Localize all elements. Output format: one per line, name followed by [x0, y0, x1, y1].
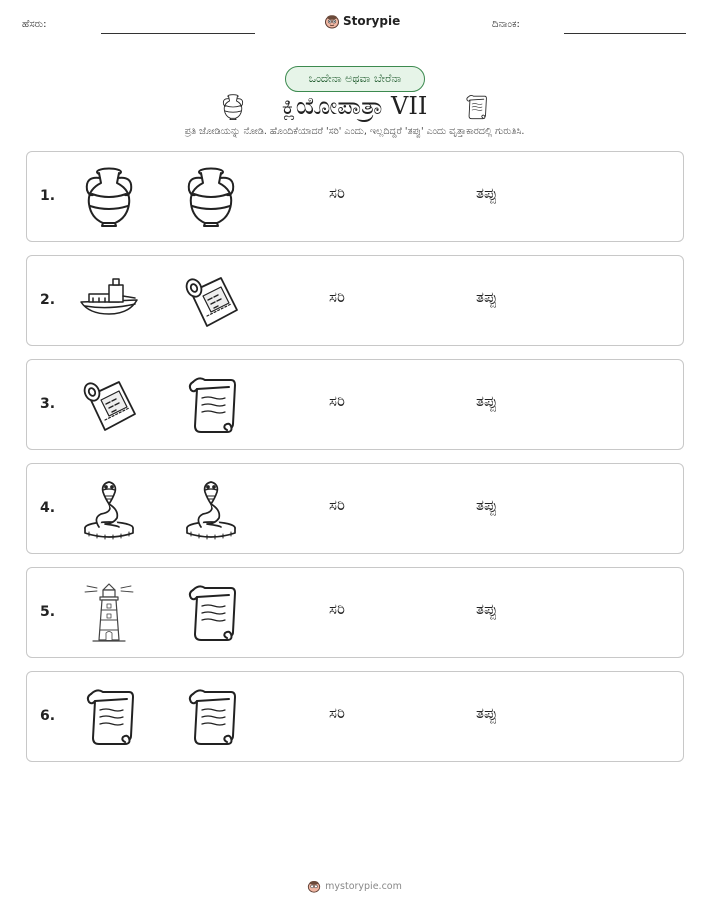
- pair-card: [26, 671, 684, 762]
- answer-same-option[interactable]: ಸರಿ: [329, 600, 345, 618]
- answer-same-option[interactable]: ಸರಿ: [329, 392, 345, 410]
- cobra-icon: [79, 478, 139, 540]
- answer-different-option[interactable]: ತಪ್ಪು: [476, 184, 498, 202]
- scroll-icon: [79, 686, 139, 748]
- pair-number: 3.: [40, 396, 56, 412]
- brand-name: Storypie: [343, 14, 401, 28]
- date-label: ದಿನಾಂಕ:: [492, 19, 520, 30]
- answer-different-option[interactable]: ತಪ್ಪು: [476, 704, 498, 722]
- answer-different-option[interactable]: ತಪ್ಪು: [476, 288, 498, 306]
- pair-card: [26, 359, 684, 450]
- amphora-icon: [181, 166, 241, 228]
- papyrus-icon: [79, 374, 139, 436]
- cobra-icon: [181, 478, 241, 540]
- scroll-icon: [463, 92, 489, 122]
- pair-number: 2.: [40, 292, 56, 308]
- pair-number: 5.: [40, 604, 56, 620]
- amphora-icon: [79, 166, 139, 228]
- scroll-icon: [181, 582, 241, 644]
- name-line[interactable]: [101, 33, 255, 34]
- pair-card: [26, 151, 684, 242]
- scroll-icon: [181, 374, 241, 436]
- storypie-mascot-icon: [324, 13, 340, 29]
- brand-logo: [324, 13, 400, 29]
- papyrus-icon: [181, 270, 241, 332]
- pair-number: 6.: [40, 708, 56, 724]
- pair-card: [26, 463, 684, 554]
- activity-badge: ಒಂದೇನಾ ಅಥವಾ ಬೇರೆನಾ: [285, 66, 425, 92]
- pair-number: 4.: [40, 500, 56, 516]
- boat-icon: [79, 270, 139, 332]
- answer-different-option[interactable]: ತಪ್ಪು: [476, 600, 498, 618]
- lighthouse-icon: [79, 582, 139, 644]
- name-label: ಹೆಸರು:: [22, 19, 47, 30]
- pair-card: [26, 567, 684, 658]
- footer-url[interactable]: mystorypie.com: [325, 880, 402, 892]
- answer-different-option[interactable]: ತಪ್ಪು: [476, 392, 498, 410]
- answer-same-option[interactable]: ಸರಿ: [329, 288, 345, 306]
- answer-same-option[interactable]: ಸರಿ: [329, 496, 345, 514]
- date-line[interactable]: [564, 33, 686, 34]
- scroll-icon: [181, 686, 241, 748]
- storypie-mascot-icon: [307, 879, 321, 893]
- pair-number: 1.: [40, 188, 56, 204]
- page-title: ಕ್ಲಿಯೋಪಾತ್ರಾ VII: [281, 92, 428, 120]
- instructions: ಪ್ರತಿ ಜೋಡಿಯನ್ನು ನೋಡಿ. ಹೊಂದಿಕೆಯಾದರೆ 'ಸರಿ' ಎಂದು, ಇಲ್ಲದಿದ್ದರೆ 'ತಪ್ಪು' ಎಂದು ವೃತ್ತಾಕಾರದಲ್ಲಿ ಗುರುತಿಸಿ.: [184, 126, 525, 137]
- footer: [0, 879, 709, 893]
- answer-same-option[interactable]: ಸರಿ: [329, 184, 345, 202]
- pair-card: [26, 255, 684, 346]
- answer-same-option[interactable]: ಸರಿ: [329, 704, 345, 722]
- answer-different-option[interactable]: ತಪ್ಪು: [476, 496, 498, 514]
